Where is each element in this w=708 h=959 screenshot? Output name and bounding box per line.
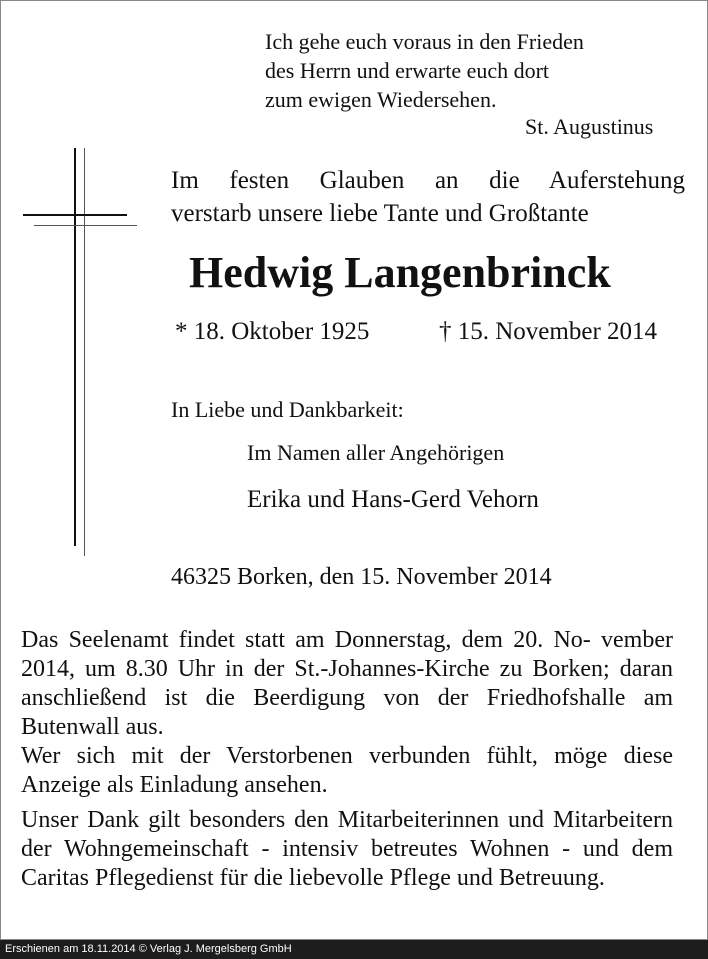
motto-quote	[265, 27, 584, 114]
body-line: diese Anzeige als Einladung ansehen.	[21, 743, 673, 798]
place-date: 46325 Borken, den 15. November 2014	[171, 564, 552, 590]
deceased-name: Hedwig Langenbrinck	[189, 248, 611, 297]
cross-horizontal-shadow	[34, 225, 137, 226]
motto-line: des Herrn und erwarte euch dort	[265, 58, 550, 83]
publication-footer: Erschienen am 18.11.2014 © Verlag J. Mergelsberg GmbH	[0, 940, 708, 959]
service-paragraph	[21, 626, 673, 742]
body-line: Friedhofshalle am Butenwall aus.	[21, 685, 674, 740]
intro-line: verstarb unsere liebe Tante und Großtante	[171, 200, 589, 227]
death-date: † 15. November 2014	[439, 318, 658, 345]
body-line: Pflege und Betreuung.	[389, 865, 605, 891]
notice-body	[21, 626, 673, 893]
invitation-paragraph	[21, 742, 673, 800]
intro-text	[171, 164, 685, 230]
body-line: Wohnen - und dem Caritas Pflegedienst für die liebevolle	[21, 836, 673, 891]
cross-vertical-shadow	[84, 148, 85, 556]
mourner-names: Erika und Hans-Gerd Vehorn	[247, 486, 539, 513]
thanks-heading: In Liebe und Dankbarkeit:	[171, 397, 404, 422]
on-behalf-text: Im Namen aller Angehörigen	[247, 440, 505, 465]
body-line: Wer sich mit der Verstorbenen verbunden fühlt, möge	[21, 743, 608, 769]
body-line: vember 2014, um 8.30 Uhr in der St.-Johannes-Kirche zu	[21, 627, 673, 682]
cross-vertical-bar	[74, 148, 76, 546]
body-line: Unser Dank gilt besonders den Mitarbeiterinnen und	[21, 807, 545, 833]
motto-line: Ich gehe euch voraus in den Frieden	[265, 29, 584, 54]
birth-date: * 18. Oktober 1925	[175, 318, 370, 345]
motto-line: zum ewigen Wiedersehen.	[265, 87, 497, 112]
motto-author: St. Augustinus	[525, 114, 654, 139]
body-line: Das Seelenamt findet statt am Donnerstag, dem 20. No-	[21, 627, 591, 653]
body-line: Mitarbeitern der Wohngemeinschaft - intensiv betreutes	[21, 807, 673, 862]
cross-horizontal-bar	[23, 214, 127, 216]
body-line: Borken; daran anschließend ist die Beerdigung von der	[21, 656, 673, 711]
gratitude-paragraph	[21, 806, 673, 893]
intro-line: Im festen Glauben an die Auferstehung	[171, 167, 685, 194]
